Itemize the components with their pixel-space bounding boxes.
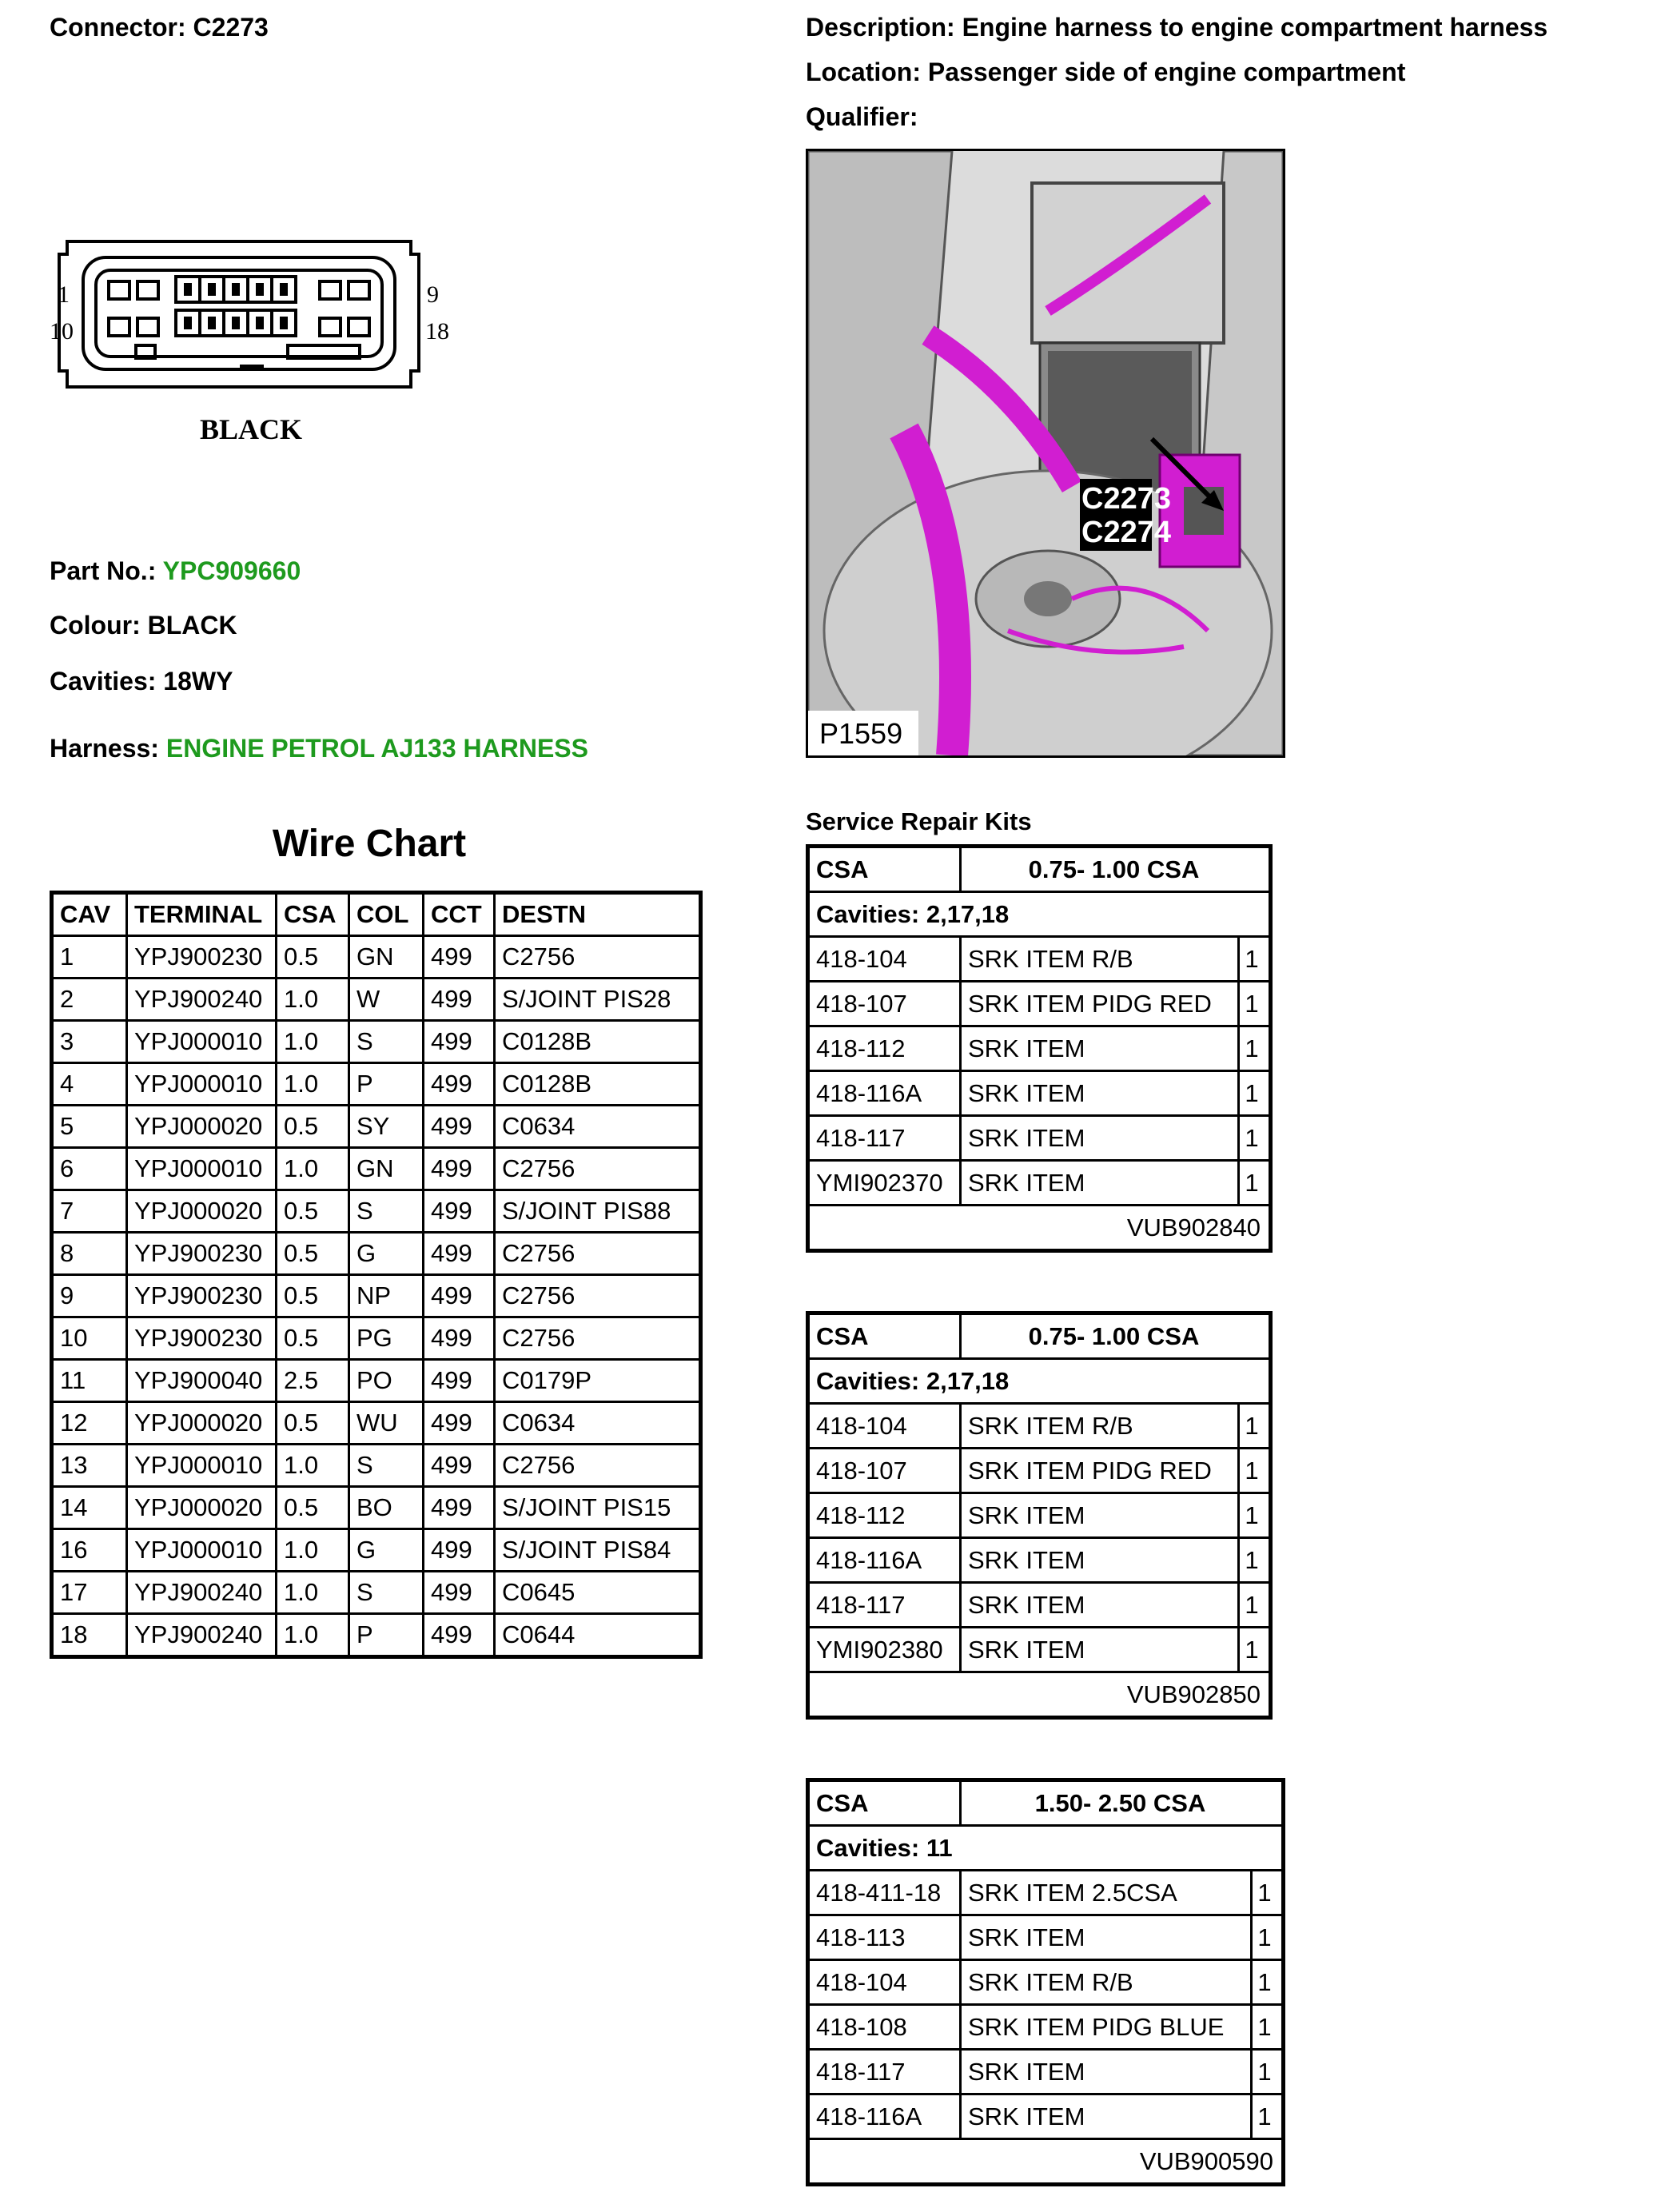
kit-item-qty: 1 [1257,1923,1272,1951]
table-cell: 1 [52,936,127,978]
table-cell: G [349,1233,424,1275]
kit-csa-row [810,1782,1281,1827]
wire-chart-header-row [52,893,701,936]
table-cell: SY [349,1106,424,1148]
table-cell: 2.5 [277,1360,349,1402]
table-cell: 499 [424,1190,495,1233]
pin-label-18: 18 [425,318,449,345]
colour [50,611,237,640]
cavities [50,667,233,696]
table-cell: C2756 [495,1148,701,1190]
table-cell: C2756 [495,1445,701,1487]
table-cell: C0179P [495,1360,701,1402]
photo-callout-c2273: C2273 [1081,482,1171,516]
table-cell: 499 [424,1360,495,1402]
table-cell: C0645 [495,1572,701,1614]
kit-item-row [810,1405,1269,1449]
kit-csa-row [810,848,1269,893]
table-cell: 499 [424,1021,495,1063]
kit-item-desc: SRK ITEM [962,1916,1253,1959]
service-kits-title: Service Repair Kits [806,807,1032,835]
table-cell: C2756 [495,1233,701,1275]
kit-item-part: 418-108 [810,2006,962,2048]
table-cell: 499 [424,1233,495,1275]
table-cell: YPJ000010 [127,1063,277,1106]
part-value: YPC909660 [162,556,301,585]
table-cell: NP [349,1275,424,1317]
table-cell: YPJ900230 [127,1317,277,1360]
col-terminal: TERMINAL [127,893,277,936]
table-cell: S/JOINT PIS28 [495,978,701,1021]
kit-item-desc: SRK ITEM PIDG RED [962,1449,1240,1492]
kit-item-qty: 1 [1245,1411,1259,1440]
kit-csa-value: 1.50- 2.50 CSA [1034,1788,1206,1817]
kit-cavities: Cavities: 11 [810,1827,1281,1871]
kit-item-row [810,2051,1281,2095]
kit-item-row [810,1117,1269,1162]
kit-item-qty: 1 [1245,1078,1259,1107]
table-cell: S [349,1021,424,1063]
table-cell: GN [349,936,424,978]
table-cell: C0644 [495,1614,701,1657]
table-cell: C2756 [495,1275,701,1317]
table-row [52,1572,701,1614]
kit-item-desc: SRK ITEM [962,1539,1240,1581]
kit-item-row [810,1494,1269,1539]
harness [50,734,588,763]
col-col: COL [349,893,424,936]
table-cell: 499 [424,1063,495,1106]
table-cell: 1.0 [277,978,349,1021]
qualifier-label: Qualifier: [806,102,918,131]
table-cell: S [349,1572,424,1614]
table-cell: YPJ900230 [127,936,277,978]
description-value: Engine harness to engine compartment harness [962,13,1548,42]
table-cell: BO [349,1487,424,1529]
table-cell: C2756 [495,1317,701,1360]
pin-label-1: 1 [58,281,70,308]
table-cell: 0.5 [277,936,349,978]
location-value: Passenger side of engine compartment [927,58,1406,86]
pin-label-10: 10 [50,318,74,345]
engine-bay-illustration [808,151,1283,755]
table-cell: 1.0 [277,1063,349,1106]
kit-csa-row [810,1315,1269,1360]
kit-item-part: 418-104 [810,1961,962,2003]
col-cav: CAV [52,893,127,936]
table-cell: 0.5 [277,1275,349,1317]
table-cell: 9 [52,1275,127,1317]
table-cell: 10 [52,1317,127,1360]
kit-item-desc: SRK ITEM [962,1584,1240,1626]
kit-item-row [810,1449,1269,1494]
wire-chart-table [50,891,703,1659]
table-row [52,1148,701,1190]
table-cell: S/JOINT PIS88 [495,1190,701,1233]
table-cell: 1.0 [277,1021,349,1063]
table-cell: YPJ900240 [127,1572,277,1614]
table-row [52,1614,701,1657]
kit-item-desc: SRK ITEM [962,2095,1253,2138]
table-cell: C2756 [495,936,701,978]
table-cell: YPJ900240 [127,978,277,1021]
table-cell: 0.5 [277,1233,349,1275]
table-cell: 499 [424,978,495,1021]
kit-item-desc: SRK ITEM R/B [962,1405,1240,1447]
service-kit-table [806,1311,1273,1720]
table-cell: 499 [424,1614,495,1657]
table-cell: 499 [424,1106,495,1148]
kit-item-qty: 1 [1257,2012,1272,2041]
harness-label: Harness: [50,734,159,763]
table-row [52,1402,701,1445]
kit-item-row [810,1628,1269,1673]
table-cell: YPJ900240 [127,1614,277,1657]
kit-item-part: 418-411-18 [810,1871,962,1914]
location [806,58,1405,87]
kit-item-desc: SRK ITEM [962,2051,1253,2093]
kit-item-qty: 1 [1257,2057,1272,2086]
kit-item-row [810,1961,1281,2006]
kit-item-row [810,1916,1281,1961]
kit-item-qty: 1 [1245,1501,1259,1529]
kit-cavities: Cavities: 2,17,18 [810,1360,1269,1405]
kit-csa-label: CSA [810,848,962,891]
kit-csa-value: 0.75- 1.00 CSA [1028,855,1200,883]
kit-item-part: YMI902380 [810,1628,962,1671]
kit-item-qty: 1 [1257,1967,1272,1996]
kit-item-qty: 1 [1245,1456,1259,1485]
table-cell: 18 [52,1614,127,1657]
table-cell: 499 [424,1148,495,1190]
table-cell: 499 [424,1487,495,1529]
kit-number: VUB902850 [1126,1680,1261,1708]
photo-callout-c2274: C2274 [1081,516,1171,549]
table-cell: S [349,1190,424,1233]
table-cell: YPJ000020 [127,1190,277,1233]
table-cell: 1.0 [277,1529,349,1572]
table-cell: 0.5 [277,1402,349,1445]
colour-label: Colour: [50,611,141,640]
kit-item-desc: SRK ITEM [962,1494,1240,1536]
table-cell: 17 [52,1572,127,1614]
table-row [52,1445,701,1487]
table-cell: 0.5 [277,1487,349,1529]
kit-item-part: 418-116A [810,1539,962,1581]
kit-item-part: 418-117 [810,2051,962,2093]
table-cell: PO [349,1360,424,1402]
table-cell: PG [349,1317,424,1360]
connector-face-diagram [48,230,464,454]
table-cell: YPJ000010 [127,1021,277,1063]
kit-item-desc: SRK ITEM R/B [962,938,1240,980]
col-cct: CCT [424,893,495,936]
connector-heading [50,13,269,42]
harness-value: ENGINE PETROL AJ133 HARNESS [165,734,588,763]
table-cell: YPJ000010 [127,1529,277,1572]
table-cell: C0128B [495,1063,701,1106]
table-cell: 499 [424,1572,495,1614]
kit-item-part: 418-116A [810,1072,962,1114]
table-cell: 16 [52,1529,127,1572]
table-cell: 13 [52,1445,127,1487]
kit-item-desc: SRK ITEM PIDG BLUE [962,2006,1253,2048]
table-row [52,1063,701,1106]
kit-csa-label: CSA [810,1315,962,1357]
kit-item-row [810,1584,1269,1628]
table-row [52,1360,701,1402]
cavities-value: 18WY [163,667,233,695]
table-cell: 1.0 [277,1445,349,1487]
table-cell: 499 [424,936,495,978]
table-row [52,936,701,978]
kit-item-qty: 1 [1245,1034,1259,1062]
table-cell: P [349,1614,424,1657]
table-row [52,1021,701,1063]
col-csa: CSA [277,893,349,936]
kit-item-desc: SRK ITEM [962,1027,1240,1070]
table-row [52,1317,701,1360]
table-cell: 1.0 [277,1614,349,1657]
table-cell: 4 [52,1063,127,1106]
kit-item-row [810,2095,1281,2140]
kit-item-row [810,1539,1269,1584]
table-cell: 0.5 [277,1317,349,1360]
photo-figure-id: P1559 [819,717,903,750]
kit-item-desc: SRK ITEM [962,1628,1240,1671]
table-cell: W [349,978,424,1021]
kit-item-row [810,1871,1281,1916]
table-cell: 0.5 [277,1106,349,1148]
table-cell: P [349,1063,424,1106]
table-row [52,1487,701,1529]
table-cell: C0634 [495,1106,701,1148]
table-cell: 14 [52,1487,127,1529]
table-cell: YPJ900230 [127,1275,277,1317]
table-cell: YPJ000010 [127,1445,277,1487]
table-row [52,1190,701,1233]
service-kit-table [806,1778,1285,2186]
kit-item-qty: 1 [1245,1123,1259,1152]
kit-csa-value: 0.75- 1.00 CSA [1028,1321,1200,1350]
connector-label: Connector: [50,13,186,42]
kit-item-row [810,1072,1269,1117]
kit-item-qty: 1 [1245,1590,1259,1619]
kit-item-part: 418-104 [810,938,962,980]
kit-cavities: Cavities: 2,17,18 [810,893,1269,938]
description [806,13,1547,42]
kit-item-part: 418-113 [810,1916,962,1959]
table-cell: C0634 [495,1402,701,1445]
table-cell: 11 [52,1360,127,1402]
kit-item-desc: SRK ITEM 2.5CSA [962,1871,1253,1914]
description-label: Description: [806,13,955,42]
table-row [52,978,701,1021]
kit-csa-label: CSA [810,1782,962,1824]
kit-item-desc: SRK ITEM R/B [962,1961,1253,2003]
kit-number: VUB900590 [1139,2146,1273,2175]
table-cell: 2 [52,978,127,1021]
kit-item-part: 418-107 [810,982,962,1025]
kit-item-row [810,938,1269,982]
kit-item-part: 418-104 [810,1405,962,1447]
kit-item-row [810,1162,1269,1206]
kit-item-row [810,982,1269,1027]
table-cell: 1.0 [277,1572,349,1614]
table-cell: C0128B [495,1021,701,1063]
table-cell: 8 [52,1233,127,1275]
kit-item-desc: SRK ITEM PIDG RED [962,982,1240,1025]
table-cell: 499 [424,1402,495,1445]
kit-item-part: 418-112 [810,1494,962,1536]
table-cell: GN [349,1148,424,1190]
table-cell: YPJ000010 [127,1148,277,1190]
connector-value: C2273 [193,13,269,42]
col-destn: DESTN [495,893,701,936]
part-number [50,556,301,586]
kit-item-desc: SRK ITEM [962,1117,1240,1159]
table-cell: YPJ000020 [127,1402,277,1445]
kit-item-qty: 1 [1257,1878,1272,1907]
service-kit-table [806,844,1273,1253]
table-cell: 7 [52,1190,127,1233]
kit-item-qty: 1 [1245,1168,1259,1197]
kit-item-qty: 1 [1245,1635,1259,1664]
colour-value: BLACK [147,611,237,640]
location-photo [806,149,1285,758]
table-row [52,1233,701,1275]
table-cell: 0.5 [277,1190,349,1233]
cavities-label: Cavities: [50,667,157,695]
kit-item-part: 418-116A [810,2095,962,2138]
kit-item-desc: SRK ITEM [962,1072,1240,1114]
connector-colour-caption: BLACK [200,413,303,445]
table-cell: G [349,1529,424,1572]
kit-item-qty: 1 [1245,989,1259,1018]
table-cell: S/JOINT PIS15 [495,1487,701,1529]
wire-chart-title: Wire Chart [272,823,467,865]
kit-item-part: 418-117 [810,1117,962,1159]
pin-label-9: 9 [427,281,439,308]
kit-item-qty: 1 [1257,2102,1272,2130]
kit-item-part: YMI902370 [810,1162,962,1204]
table-cell: YPJ000020 [127,1487,277,1529]
table-cell: 1.0 [277,1148,349,1190]
table-row [52,1275,701,1317]
table-cell: YPJ900040 [127,1360,277,1402]
kit-item-desc: SRK ITEM [962,1162,1240,1204]
kit-item-part: 418-112 [810,1027,962,1070]
kit-item-qty: 1 [1245,1545,1259,1574]
table-cell: S/JOINT PIS84 [495,1529,701,1572]
kit-item-part: 418-117 [810,1584,962,1626]
table-cell: 3 [52,1021,127,1063]
table-cell: S [349,1445,424,1487]
table-cell: 12 [52,1402,127,1445]
kit-item-part: 418-107 [810,1449,962,1492]
table-cell: 5 [52,1106,127,1148]
table-cell: 499 [424,1275,495,1317]
table-cell: YPJ900230 [127,1233,277,1275]
location-label: Location: [806,58,921,86]
table-cell: WU [349,1402,424,1445]
table-cell: 6 [52,1148,127,1190]
table-row [52,1529,701,1572]
table-row [52,1106,701,1148]
kit-number: VUB902840 [1126,1213,1261,1242]
kit-item-qty: 1 [1245,944,1259,973]
part-label: Part No.: [50,556,157,585]
kit-item-row [810,1027,1269,1072]
kit-item-row [810,2006,1281,2051]
table-cell: YPJ000020 [127,1106,277,1148]
table-cell: 499 [424,1529,495,1572]
table-cell: 499 [424,1317,495,1360]
table-cell: 499 [424,1445,495,1487]
